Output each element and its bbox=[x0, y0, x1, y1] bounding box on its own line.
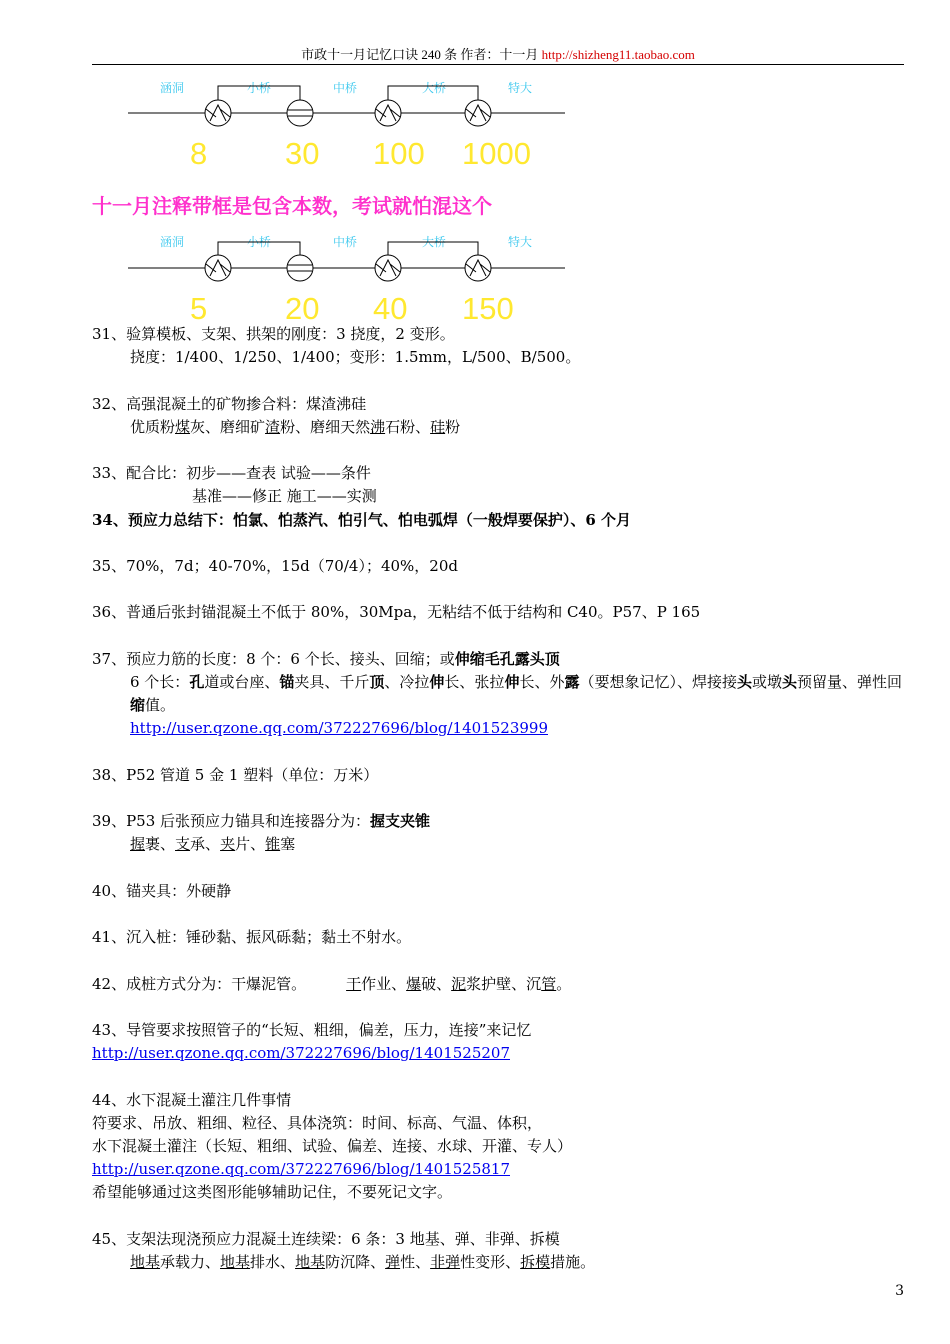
fig1-number-8: 8 bbox=[190, 136, 208, 171]
bridge-classification-figure-2 bbox=[120, 230, 580, 326]
item-39-detail: 握裹、支承、夹片、锥塞 bbox=[130, 835, 296, 854]
fig2-marker-40 bbox=[375, 255, 401, 281]
fig2-label-large-bridge: 大桥 bbox=[422, 235, 447, 249]
fig1-marker-30 bbox=[287, 100, 313, 126]
item-42-title: 42、成桩方式分为：干爆泥管。 干作业、爆破、泥浆护壁、沉管。 bbox=[92, 974, 572, 993]
fig2-marker-20 bbox=[287, 255, 313, 281]
item-32-title: 32、高强混凝土的矿物掺合料：煤渣沸硅 bbox=[92, 394, 367, 413]
fig1-label-super-bridge: 特大 bbox=[508, 81, 533, 95]
item-45-title: 45、支架法现浇预应力混凝土连续梁：6 条：3 地基、弹、非弹、拆模 bbox=[92, 1229, 560, 1248]
bridge-classification-figure-1 bbox=[120, 76, 580, 171]
item-31-detail: 挠度：1/400、1/250、1/400；变形：1.5mm，L/500、B/500。 bbox=[130, 348, 581, 367]
fig1-label-medium-bridge: 中桥 bbox=[333, 81, 358, 95]
fig2-number-40: 40 bbox=[373, 291, 408, 326]
item-41-title: 41、沉入桩：锤砂黏、振风砾黏；黏土不射水。 bbox=[92, 928, 412, 947]
fig2-label-medium-bridge: 中桥 bbox=[333, 235, 358, 249]
item-37-detail: 6 个长：孔道或台座、锚夹具、千斤顶、冷拉伸长、张拉伸长、外露（要想象记忆）、焊接接头或墩头预留量、弹性回缩值。 bbox=[130, 672, 903, 715]
header-link[interactable]: http://shizheng11.taobao.com bbox=[541, 47, 695, 62]
item-44-title: 44、水下混凝土灌注几件事情 bbox=[92, 1090, 292, 1109]
item-45-detail: 地基承载力、地基排水、地基防沉降、弹性、非弹性变形、拆模措施。 bbox=[130, 1252, 596, 1271]
item-40-title: 40、锚夹具：外硬静 bbox=[92, 881, 232, 900]
item-44-line-3: 希望能够通过这类图形能够辅助记住，不要死记文字。 bbox=[92, 1183, 453, 1202]
fig1-label-large-bridge: 大桥 bbox=[422, 81, 447, 95]
document-body bbox=[92, 323, 906, 1274]
header-text: 市政十一月记忆口诀 240 条 作者：十一月 bbox=[301, 47, 542, 62]
item-37-link[interactable]: http://user.qzone.qq.com/372227696/blog/1401523999 bbox=[130, 719, 548, 738]
fig2-marker-5 bbox=[205, 255, 231, 281]
fig2-label-small-bridge: 小桥 bbox=[247, 235, 272, 249]
fig1-number-30: 30 bbox=[285, 136, 320, 171]
item-43-title: 43、导管要求按照管子的“长短、粗细，偏差，压力，连接”来记忆 bbox=[92, 1020, 532, 1039]
fig1-label-small-bridge: 小桥 bbox=[247, 81, 272, 95]
item-35-title: 35、70%，7d；40-70%，15d（70/4）；40%，20d bbox=[92, 556, 458, 575]
page-number: 3 bbox=[895, 1283, 904, 1299]
item-44-link-row bbox=[92, 1158, 906, 1181]
fig2-number-150: 150 bbox=[462, 291, 514, 326]
fig2-label-super-bridge: 特大 bbox=[508, 235, 533, 249]
item-43-link-row bbox=[92, 1042, 906, 1065]
fig1-number-1000: 1000 bbox=[462, 136, 531, 171]
fig2-number-20: 20 bbox=[285, 291, 320, 326]
fig1-marker-8 bbox=[205, 100, 231, 126]
item-39-title: 39、P53 后张预应力锚具和连接器分为：握支夹锥 bbox=[92, 812, 431, 831]
fig2-label-culvert: 涵洞 bbox=[160, 235, 185, 249]
item-37-link-row bbox=[92, 717, 906, 740]
item-43-link[interactable]: http://user.qzone.qq.com/372227696/blog/1401525207 bbox=[92, 1044, 510, 1063]
item-33-title: 33、配合比：初步——查表 试验——条件 bbox=[92, 464, 371, 483]
item-44-line-2: 水下混凝土灌注（长短、粗细、试验、偏差、连接、水球、开灌、专人） bbox=[92, 1136, 573, 1155]
item-36-title: 36、普通后张封锚混凝土不低于 80%，30Mpa，无粘结不低于结构和 C40。P57、P 165 bbox=[92, 603, 701, 622]
fig1-marker-1000 bbox=[465, 100, 491, 126]
item-37-title: 37、预应力筋的长度：8 个：6 个长、接头、回缩；或伸缩毛孔露头顶 bbox=[92, 649, 560, 668]
item-38-title: 38、P52 管道 5 金 1 塑料（单位：万米） bbox=[92, 765, 379, 784]
item-44-line-1: 符要求、吊放、粗细、粒径、具体浇筑：时间、标高、气温、体积， bbox=[92, 1113, 543, 1132]
figure-note: 十一月注释带框是包含本数，考试就怕混这个 bbox=[92, 194, 492, 218]
fig2-marker-150 bbox=[465, 255, 491, 281]
fig1-label-culvert: 涵洞 bbox=[160, 81, 185, 95]
item-33-detail: 基准——修正 施工——实测 bbox=[192, 487, 377, 506]
item-32-detail: 优质粉煤灰、磨细矿渣粉、磨细天然沸石粉、硅粉 bbox=[130, 417, 461, 436]
fig2-number-5: 5 bbox=[190, 291, 208, 326]
item-44-link[interactable]: http://user.qzone.qq.com/372227696/blog/1401525817 bbox=[92, 1160, 510, 1179]
page-header bbox=[92, 44, 904, 65]
fig1-number-100: 100 bbox=[373, 136, 425, 171]
item-31-title: 31、验算模板、支架、拱架的刚度：3 挠度，2 变形。 bbox=[92, 325, 455, 343]
fig1-marker-100 bbox=[375, 100, 401, 126]
item-34-title: 34、预应力总结下：怕氯、怕蒸汽、怕引气、怕电弧焊（一般焊要保护）、6 个月 bbox=[92, 510, 632, 529]
